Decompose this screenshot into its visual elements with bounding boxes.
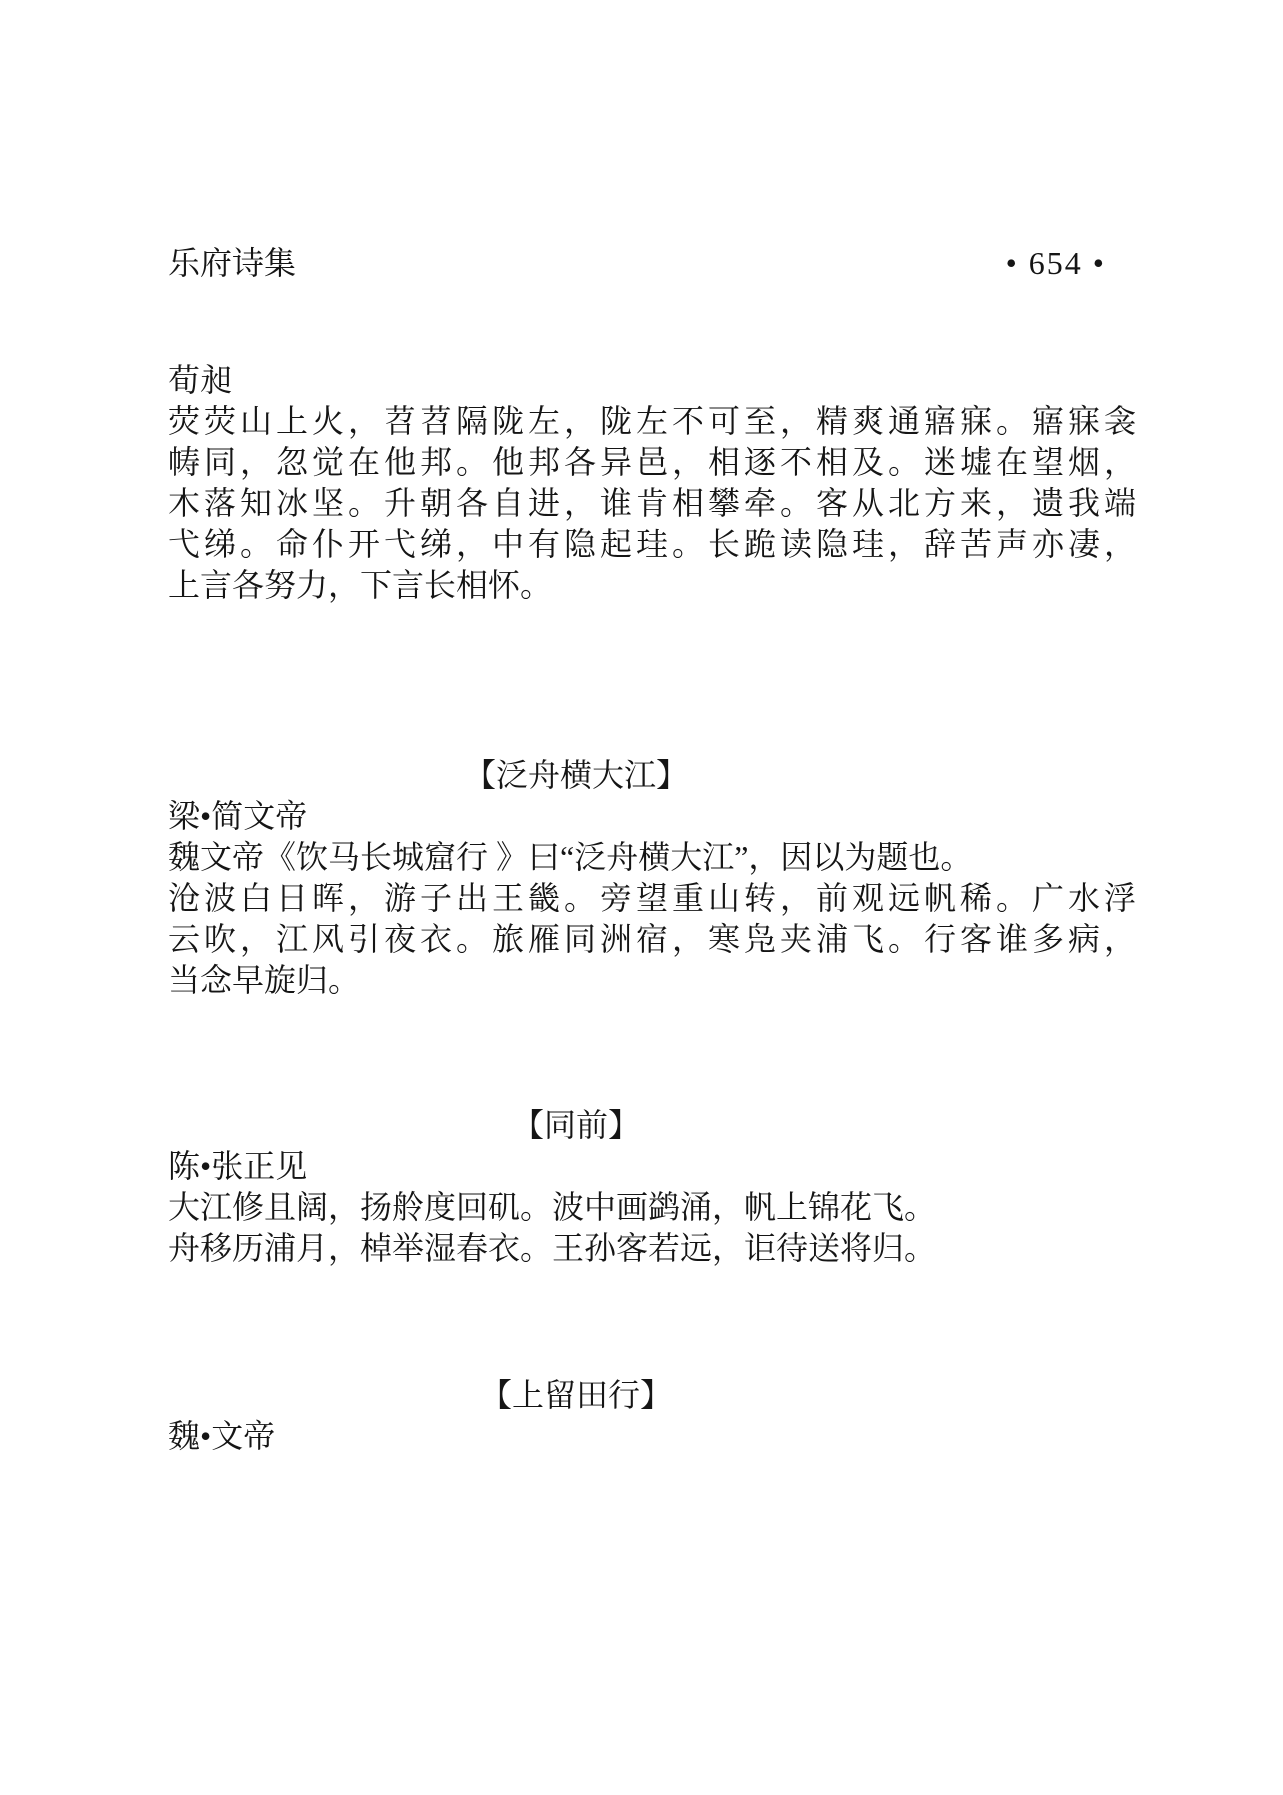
- poem-author: 梁•简文帝: [168, 798, 308, 834]
- poem-author: 魏•文帝: [168, 1418, 276, 1454]
- text-column: [168, 243, 1136, 1457]
- poem-author: 陈•张正见: [168, 1148, 308, 1184]
- poem-preface-line: 魏文帝《饮马长城窟行 》曰“泛舟横大江”，因以为题也。: [168, 839, 973, 875]
- poem-title: 【上留田行】: [479, 1377, 672, 1413]
- poem-section-fanzhou-heng-dajiang: [168, 755, 1136, 1001]
- poem-title: 【泛舟横大江】: [463, 757, 688, 793]
- poem-section-tongqian: [168, 1105, 1136, 1269]
- poem-line: 云吹，江风引夜衣。旅雁同洲宿，寒凫夹浦飞。行客谁多病，: [168, 921, 1136, 957]
- poem-section-continuation: [168, 360, 1136, 606]
- poem-line: 大江修且阔，扬舲度回矶。波中画鹢涌，帆上锦花飞。: [168, 1189, 937, 1225]
- poem-line: 帱同，忽觉在他邦。他邦各异邑，相逐不相及。迷墟在望烟，: [168, 444, 1136, 480]
- poem-line: 木落知冰坚。升朝各自进，谁肯相攀牵。客从北方来，遗我端: [168, 485, 1136, 521]
- poem-line: 荧荧山上火，苕苕隔陇左，陇左不可至，精爽通寤寐。寤寐衾: [168, 403, 1136, 439]
- poem-line: 上言各努力，下言长相怀。: [168, 567, 553, 603]
- page-header: [168, 243, 1136, 284]
- page-number: • 654 •: [1005, 245, 1106, 281]
- poem-line: 沧波白日晖，游子出王畿。旁望重山转，前观远帆稀。广水浮: [168, 880, 1136, 916]
- poem-line: 舟移历浦月，棹举湿春衣。王孙客若远，讵待送将归。: [168, 1230, 937, 1266]
- poem-line: 当念早旋归。: [168, 962, 361, 998]
- poem-title: 【同前】: [511, 1107, 640, 1143]
- poem-line: 弋绨。命仆开弋绨，中有隐起珪。长跪读隐珪，辞苦声亦凄，: [168, 526, 1136, 562]
- book-title: 乐府诗集: [168, 245, 297, 281]
- poem-section-shangliutian-xing: [168, 1375, 1136, 1457]
- poem-author: 荀昶: [168, 362, 233, 398]
